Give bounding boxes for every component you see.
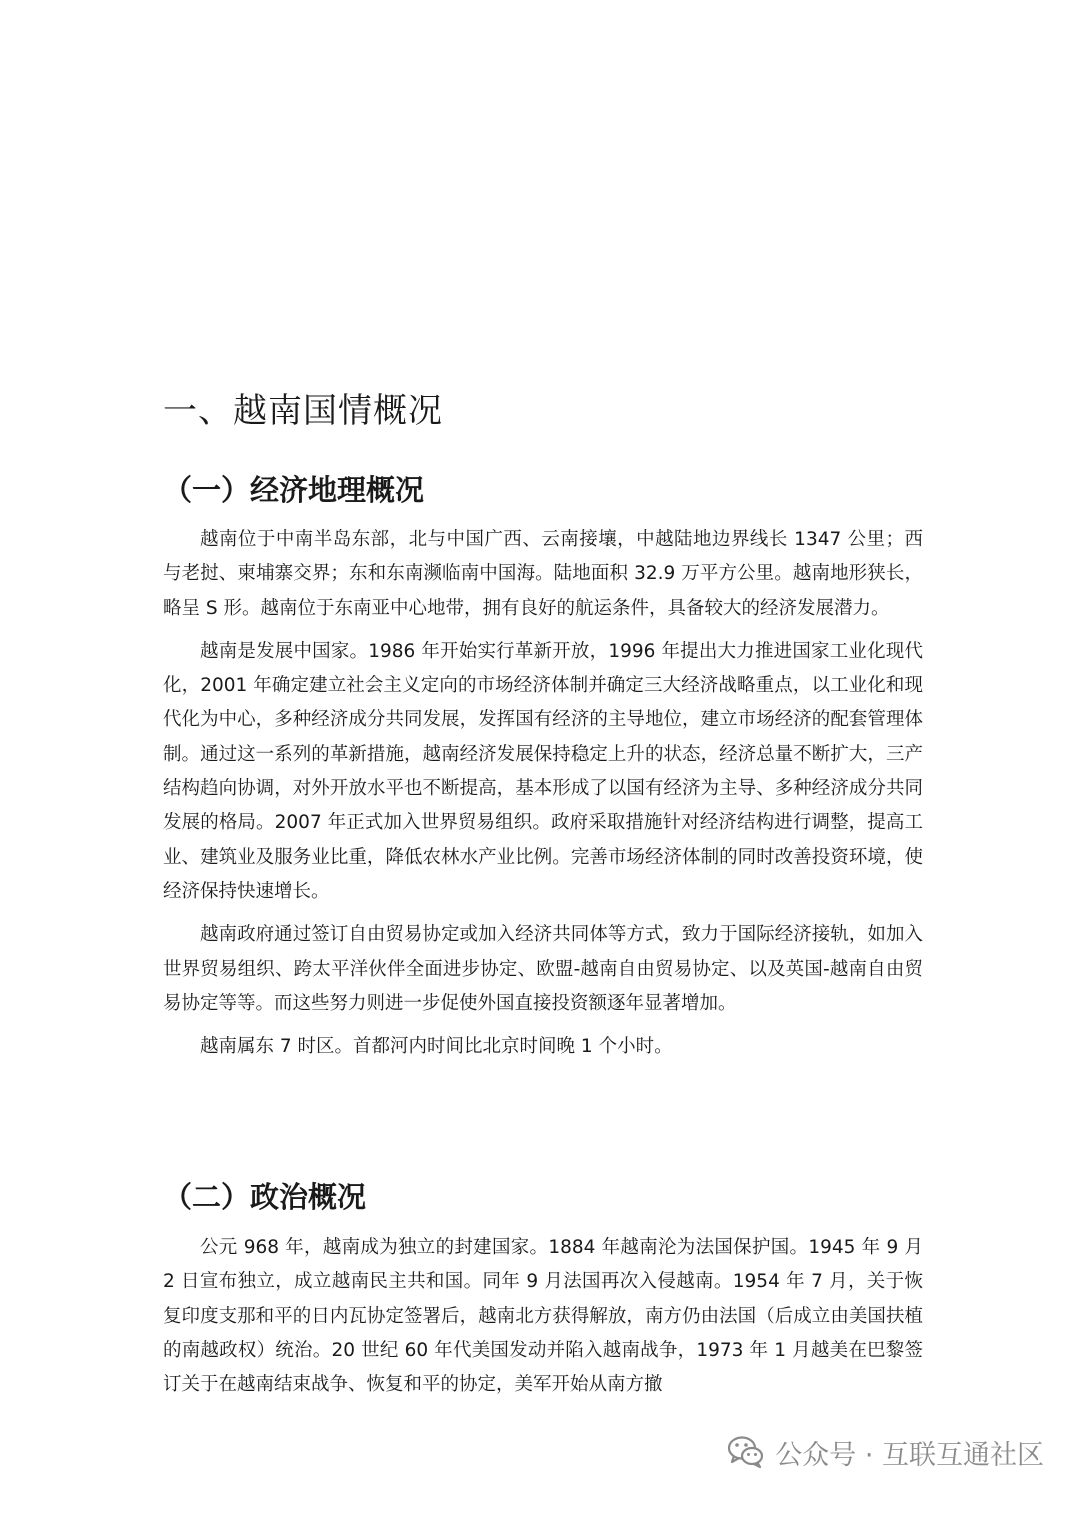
wechat-icon	[727, 1435, 765, 1469]
paragraph: 越南是发展中国家。1986 年开始实行革新开放，1996 年提出大力推进国家工业化现代化，2001 年确定建立社会主义定向的市场经济体制并确定三大经济战略重点，以工业化和现代化为中心，多种经济成分共同发展，发挥国有经济的主导地位，建立市场经济的配套管理体制。通过这一系列的革新措施，越南经济发展保持稳定上升的状态，经济总量不断扩大，三产结构趋向协调，对外开放水平也不断提高，基本形成了以国有经济为主导、多种经济成分共同发展的格局。2007 年正式加入世界贸易组织。政府采取措施针对经济结构进行调整，提高工业、建筑业及服务业比重，降低农林水产业比例。完善市场经济体制的同时改善投资环境，使经济保持快速增长。	[163, 640, 923, 902]
paragraph: 越南位于中南半岛东部，北与中国广西、云南接壤，中越陆地边界线长 1347 公里；西与老挝、柬埔寨交界；东和东南濒临南中国海。陆地面积 32.9 万平方公里。越南地形狭长，略呈 S 形。越南位于东南亚中心地带，拥有良好的航运条件，具备较大的经济发展潜力。	[163, 529, 923, 619]
watermark-text: 公众号 · 互联互通社区	[775, 1439, 1044, 1471]
paragraph: 越南属东 7 时区。首都河内时间比北京时间晚 1 个小时。	[200, 1036, 673, 1058]
section-body-economy	[163, 523, 923, 1073]
section-heading-politics: （二）政治概况	[163, 1180, 367, 1214]
section-heading-economy: （一）经济地理概况	[163, 473, 425, 507]
section-body-politics	[163, 1231, 923, 1411]
paragraph: 越南政府通过签订自由贸易协定或加入经济共同体等方式，致力于国际经济接轨，如加入世界贸易组织、跨太平洋伙伴全面进步协定、欧盟-越南自由贸易协定、以及英国-越南自由贸易协定等等。而这些努力则进一步促使外国直接投资额逐年显著增加。	[163, 924, 923, 1014]
chapter-heading: 一、越南国情概况	[163, 391, 443, 431]
watermark	[727, 1430, 1044, 1474]
paragraph: 公元 968 年，越南成为独立的封建国家。1884 年越南沦为法国保护国。1945 年 9 月 2 日宣布独立，成立越南民主共和国。同年 9 月法国再次入侵越南。1954 年 7 月，关于恢复印度支那和平的日内瓦协定签署后，越南北方获得解放，南方仍由法国（后成立由美国扶植的南越政权）统治。20 世纪 60 年代美国发动并陷入越南战争，1973 年 1 月越美在巴黎签订关于在越南结束战争、恢复和平的协定，美军开始从南方撤	[163, 1237, 923, 1396]
